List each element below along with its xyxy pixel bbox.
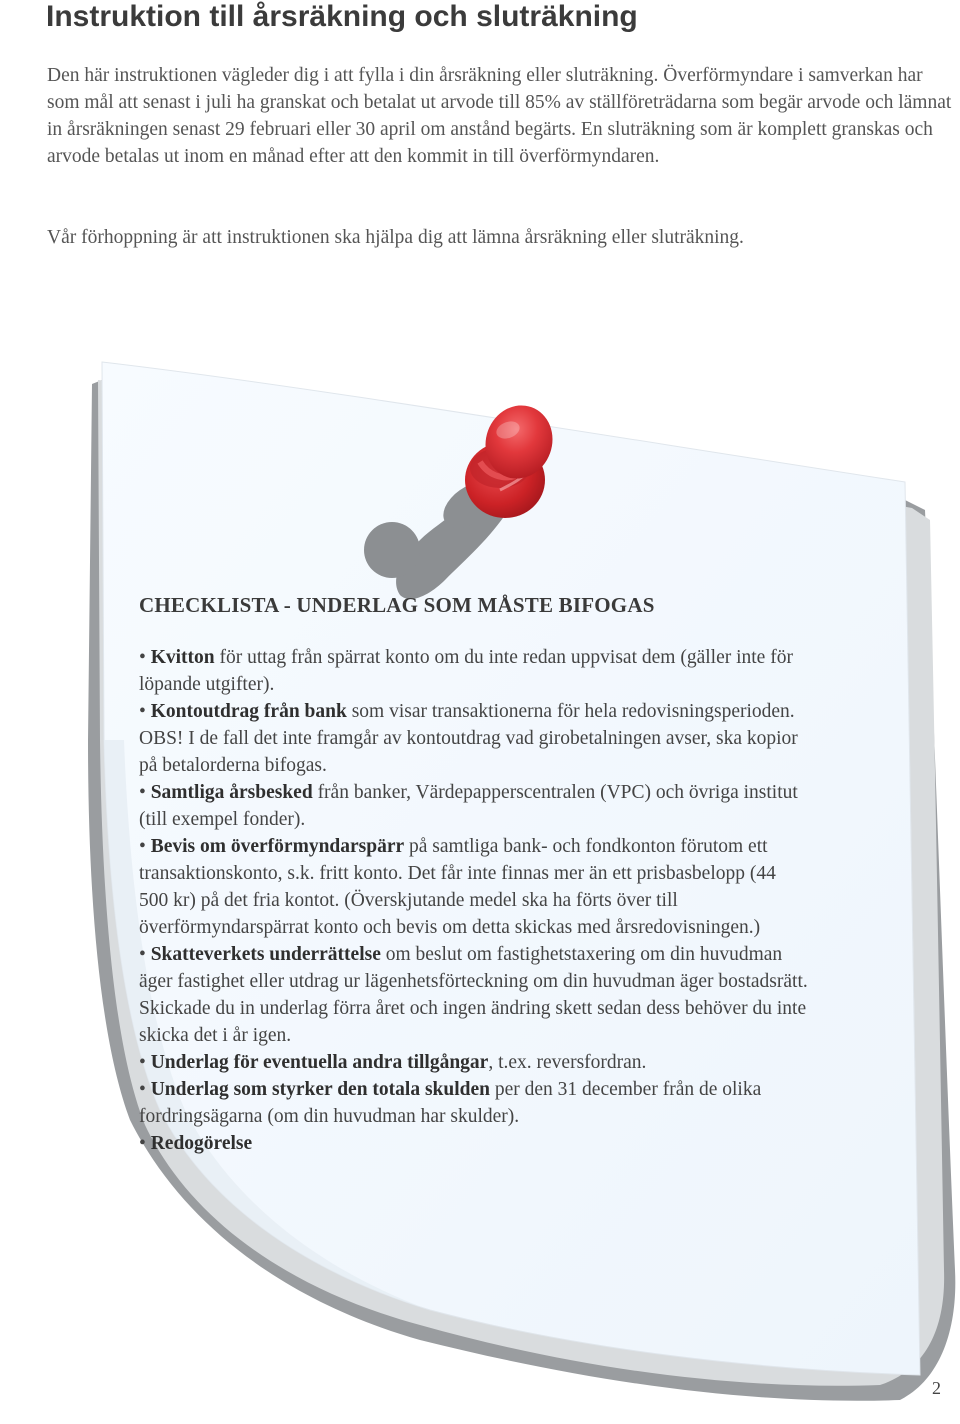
- checklist-item-text: om beslut om fastighetstaxering om din huvudman äger fastighet eller utdrag ur lägenhetsförteckning om din huvudman äger bostadsrätt. Skickade du in underlag förra året och ingen ändring skett sedan dess behöver du inte skicka det i år igen.: [139, 944, 808, 1046]
- checklist-item-bold: Bevis om överförmyndarspärr: [150, 836, 405, 857]
- checklist-item-text: , t.ex. reversfordran.: [488, 1052, 647, 1073]
- checklist-item-bold: Kontoutdrag från bank: [150, 701, 347, 722]
- page-title: Instruktion till årsräkning och sluträkning: [46, 0, 638, 33]
- checklist-item-bold: Underlag för eventuella andra tillgångar: [150, 1052, 489, 1073]
- checklist-item-text: som visar transaktionerna för hela redovisningsperioden. OBS! I de fall det inte framgår av kontoutdrag vad girobetalningen avser, ska kopior på betalorderna bifogas.: [139, 701, 798, 776]
- checklist-item-bold: Underlag som styrker den totala skulden: [150, 1079, 490, 1100]
- checklist-item-bold: Samtliga årsbesked: [150, 782, 313, 803]
- checklist-item: • Redogörelse: [139, 1133, 253, 1154]
- intro-paragraph: Den här instruktionen vägleder dig i att fylla i din årsräkning eller sluträkning. Överförmyndare i samverkan har som mål att senast i juli ha granskat och betalat ut arvode till 85% av ställföreträdarna som begär arvode och lämnat in årsräkningen senast 29 februari eller 30 april om anstånd begärts. En sluträkning som är komplett granskas och arvode betalas ut inom en månad efter att den kommit in till överförmyndaren.: [47, 65, 952, 167]
- checklist-item-bold: Skatteverkets underrättelse: [150, 944, 381, 965]
- checklist-item-bold: Kvitton: [150, 647, 215, 668]
- checklist-item: • Samtliga årsbesked från banker, Värdepapperscentralen (VPC) och övriga institut (till exempel fonder).: [139, 782, 798, 830]
- checklist-item: • Underlag för eventuella andra tillgångar, t.ex. reversfordran.: [139, 1052, 647, 1073]
- checklist-item-bold: Redogörelse: [150, 1133, 253, 1154]
- checklist-item-text: per den 31 december från de olika fordringsägarna (om din huvudman har skulder).: [139, 1079, 762, 1127]
- checklist-item: • Skatteverkets underrättelse om beslut om fastighetstaxering om din huvudman äger fastighet eller utdrag ur lägenhetsförteckning om din huvudman äger bostadsrätt. Skickade du in underlag förra året och ingen ändring skett sedan dess behöver du inte skicka det i år igen.: [139, 944, 808, 1046]
- checklist-item-text: på samtliga bank- och fondkonton förutom ett transaktionskonto, s.k. fritt konto. Det får inte finnas mer än ett prisbasbelopp (44 500 kr) på det fria kontot. (Överskjutande medel ska ha förts över till överförmyndarspärrat konto och bevis om detta skickas med årsredovisningen.): [139, 836, 776, 938]
- checklist-item: • Kvitton för uttag från spärrat konto om du inte redan uppvisat dem (gäller inte för löpande utgifter).: [139, 647, 793, 695]
- checklist-list: [139, 644, 809, 1157]
- checklist: [139, 590, 809, 1157]
- checklist-item-text: från banker, Värdepapperscentralen (VPC) och övriga institut (till exempel fonder).: [139, 782, 798, 830]
- checklist-item: • Bevis om överförmyndarspärr på samtliga bank- och fondkonton förutom ett transaktionskonto, s.k. fritt konto. Det får inte finnas mer än ett prisbasbelopp (44 500 kr) på det fria kontot. (Överskjutande medel ska ha förts över till överförmyndarspärrat konto och bevis om detta skickas med årsredovisningen.): [139, 836, 776, 938]
- checklist-title: CHECKLISTA - UNDERLAG SOM MÅSTE BIFOGAS: [139, 593, 655, 617]
- checklist-item: • Kontoutdrag från bank som visar transaktionerna för hela redovisningsperioden. OBS! I de fall det inte framgår av kontoutdrag vad girobetalningen avser, ska kopior på betalorderna bifogas.: [139, 701, 798, 776]
- checklist-item: • Underlag som styrker den totala skulden per den 31 december från de olika fordringsägarna (om din huvudman har skulder).: [139, 1079, 762, 1127]
- page-number: 2: [932, 1378, 941, 1398]
- checklist-item-text: för uttag från spärrat konto om du inte redan uppvisat dem (gäller inte för löpande utgifter).: [139, 647, 793, 695]
- intro-paragraph-2: Vår förhoppning är att instruktionen ska hjälpa dig att lämna årsräkning eller sluträkning.: [47, 227, 744, 248]
